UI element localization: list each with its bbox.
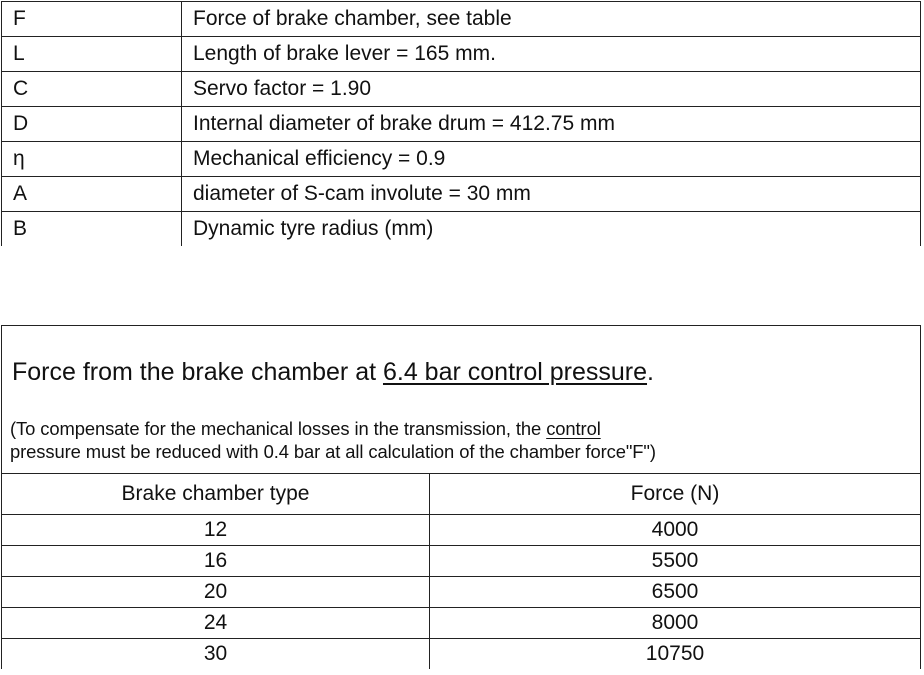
table-row bbox=[2, 577, 921, 608]
chamber-type-cell: 24 bbox=[2, 608, 430, 639]
section-heading bbox=[12, 357, 654, 387]
table-row bbox=[2, 546, 921, 577]
symbol-cell: L bbox=[2, 37, 182, 72]
table-row bbox=[2, 639, 921, 670]
table-row bbox=[2, 107, 921, 142]
symbol-cell: A bbox=[2, 177, 182, 212]
table-row bbox=[2, 177, 921, 212]
note-line-1-text: (To compensate for the mechanical losses in the transmission, the bbox=[10, 418, 547, 439]
heading-prefix: Force from the brake chamber at bbox=[12, 358, 383, 386]
force-cell: 5500 bbox=[430, 546, 921, 577]
force-cell: 6500 bbox=[430, 577, 921, 608]
table-row bbox=[2, 72, 921, 107]
symbol-cell: D bbox=[2, 107, 182, 142]
table-header-row bbox=[2, 474, 921, 515]
symbol-cell: F bbox=[2, 2, 182, 37]
note-line-1 bbox=[10, 417, 656, 440]
description-cell: Mechanical efficiency = 0.9 bbox=[182, 142, 921, 177]
force-cell: 4000 bbox=[430, 515, 921, 546]
compensation-note bbox=[10, 417, 656, 463]
symbol-definitions-table bbox=[1, 1, 921, 246]
column-header-force: Force (N) bbox=[430, 474, 921, 515]
description-cell: Internal diameter of brake drum = 412.75 mm bbox=[182, 107, 921, 142]
table-row bbox=[2, 142, 921, 177]
chamber-force-note-box bbox=[1, 325, 921, 473]
table-row bbox=[2, 37, 921, 72]
table-row bbox=[2, 608, 921, 639]
symbol-cell: C bbox=[2, 72, 182, 107]
chamber-type-cell: 20 bbox=[2, 577, 430, 608]
force-cell: 8000 bbox=[430, 608, 921, 639]
note-line-2: pressure must be reduced with 0.4 bar at all calculation of the chamber force"F") bbox=[10, 441, 656, 462]
table-row bbox=[2, 212, 921, 247]
table-row bbox=[2, 2, 921, 37]
force-cell: 10750 bbox=[430, 639, 921, 670]
heading-underlined-pressure: 6.4 bar control pressure bbox=[382, 358, 648, 386]
symbol-cell: η bbox=[2, 142, 182, 177]
column-header-chamber-type: Brake chamber type bbox=[2, 474, 430, 515]
description-cell: diameter of S-cam involute = 30 mm bbox=[182, 177, 921, 212]
chamber-type-cell: 12 bbox=[2, 515, 430, 546]
chamber-type-cell: 16 bbox=[2, 546, 430, 577]
note-underlined-word: control bbox=[546, 418, 601, 439]
description-cell: Servo factor = 1.90 bbox=[182, 72, 921, 107]
brake-chamber-force-table bbox=[1, 473, 921, 669]
chamber-type-cell: 30 bbox=[2, 639, 430, 670]
symbol-cell: B bbox=[2, 212, 182, 247]
description-cell: Length of brake lever = 165 mm. bbox=[182, 37, 921, 72]
description-cell: Force of brake chamber, see table bbox=[182, 2, 921, 37]
table-row bbox=[2, 515, 921, 546]
description-cell: Dynamic tyre radius (mm) bbox=[182, 212, 921, 247]
heading-suffix: . bbox=[647, 358, 654, 386]
